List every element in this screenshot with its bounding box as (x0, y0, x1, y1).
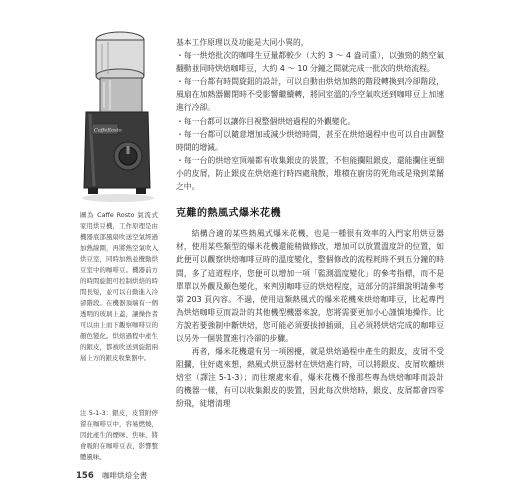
body-paragraph: 再者，爆米花機還有另一項困擾，就是烘焙過程中產生的銀皮，皮屑不受阻攔，往好處來想，熱風式烘豆器材在烘焙進行時，可以將銀皮、皮屑吹離烘焙室（譯注 5-1-3）；而往壞處來看，爆米花機不像那些專為烘焙咖啡而設計的機器一樣，有可以收集銀皮的裝置，因此每次烘焙時，銀皮、皮屑都會四零紛飛，徒增清理 (176, 347, 444, 409)
page-number: 156 (76, 471, 94, 481)
intro-line: 基本工作原理以及功能是大同小異的， (176, 38, 309, 47)
page-footer (76, 470, 147, 481)
side-note: 注 5-1-3：銀皮，皮質附停留在咖啡豆中，容易燃燒，因此產生的煙味、焦味，將會吸附在咖啡豆表，影響整體風味。 (80, 409, 158, 461)
bullet-item: ・每一台都可以隨意增加或減少烘焙時間，甚至在烘焙過程中也可以自由調整時間的增減。 (176, 129, 444, 152)
bullet-item: ・每一台都可以讓你目視整個烘焙過程的外觀變化。 (176, 116, 356, 126)
main-text-column (176, 36, 444, 411)
body-paragraph: 結構合適的某些熱風式爆米花機，也是一種很有效率的入門家用烘豆器材，使用某些類型的爆米花機還能稍做修改，增加可以放置溫度計的位置，如此便可以觀察烘焙咖啡豆時的溫度變化，整個修改的流程耗時不到五分鐘的時間，多了這道程序，您便可以增加一項「監測溫度變化」的參考指標，而不是單單以外觀及顏色變化，來判別咖啡豆的烘焙程度，這部分的詳細說明請參考第 203 頁內容。不過，使用這類熱風式的爆米花機來烘焙咖啡豆，比起專門為烘焙咖啡豆而設計的其他機型機器來說，您將需要更加小心謹慎地操作。比方說若要強制中斷烘焙，您可能必須要拔掉插頭，且必須將烘焙完成的咖啡豆以另外一個裝置進行冷卻的步驟。 (176, 229, 444, 343)
bullet-item: ・每一烘焙批次的咖啡生豆量都較少（大約 3 ～ 4 盎司重），以強勁的熱空氣翻動並同時烘焙咖啡豆，大約 4 ～ 10 分鐘之間就完成一批次的烘焙流程。 (176, 51, 444, 74)
svg-text:CaffeRosto: CaffeRosto (94, 127, 122, 134)
figure-caption: 圖為 Caffe Rosto 氣流式家用烘豆機，工作原理是由機器底部風扇吹送空氣經過加熱線圈，再將熱空氣吹入烘豆室，同時加熱並攪動烘豆室中的咖啡豆。機器前方的時間旋鈕可控制烘焙的時間長短，並可以自動進入冷卻階段。在機器頂端有一個透明的玻璃上蓋，讓操作者可以由上而下觀察咖啡豆的顏色變化。烘焙過程中產生的銀皮，都被吹送到旋鈕兩層上方的銀皮收集器中。 (80, 211, 158, 362)
section-heading: 克難的熱風式爆米花機 (176, 208, 281, 220)
bullet-item: ・每一台都有時間旋鈕的設計，可以自動由烘焙加熱的階段轉換到冷卻階段，風扇在加熱器關閉時不受影響繼續轉，將同室溫的冷空氣吹送到咖啡豆上加速進行冷卻。 (176, 77, 444, 113)
book-title: 咖啡烘焙全書 (102, 471, 148, 480)
coffee-roaster-illustration (78, 28, 156, 204)
bullet-item: ・每一台的烘焙室頂端都有收集銀皮的裝置，不但能攔阻銀皮，還能攔住更細小的皮屑，防止銀皮在烘焙進行時四處飛散，堆積在廚房的死角或是飛到菜餚之中。 (176, 155, 444, 192)
